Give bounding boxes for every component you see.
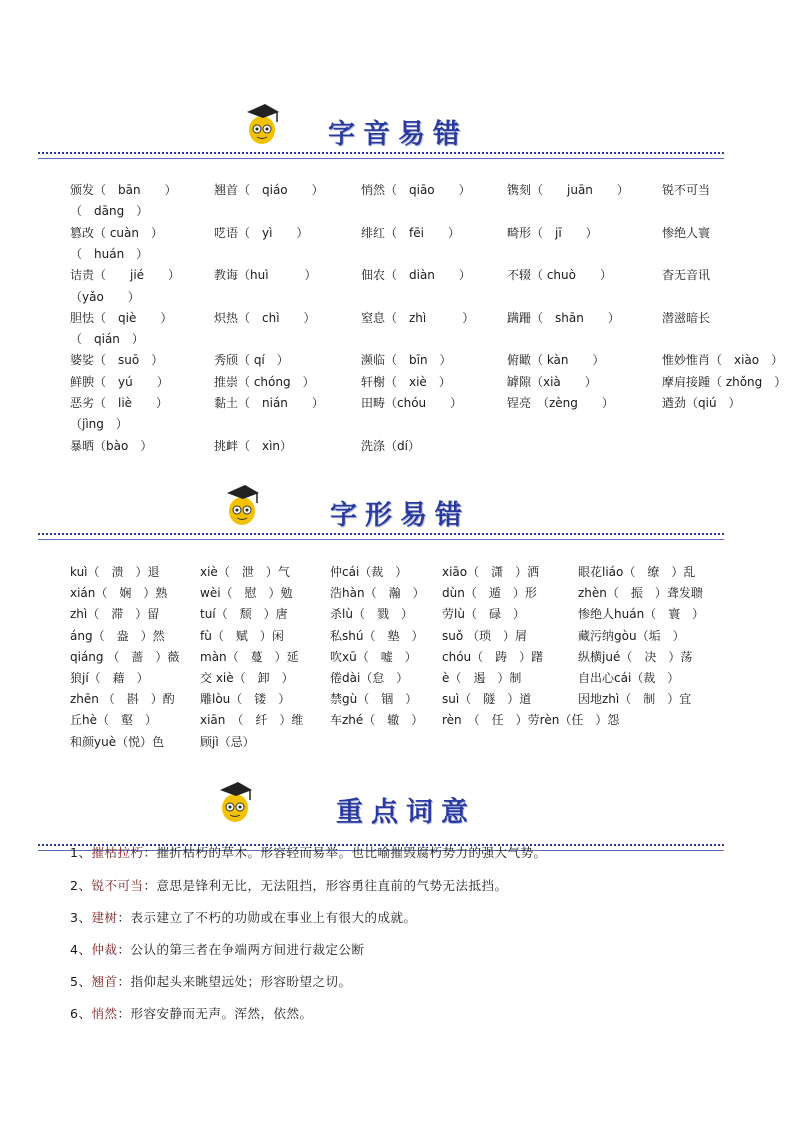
- entry-item: 不辍（ chuò ）: [507, 268, 612, 283]
- section-title: 字形易错: [330, 500, 470, 531]
- entry-item: 因地zhì（ 制 ）宜: [578, 692, 692, 707]
- mascot-icon: [243, 100, 281, 146]
- definition-item: 1、摧枯拉朽：摧折枯朽的草木。形容轻而易举。也比喻摧毁腐朽势力的强大气势。: [70, 845, 547, 860]
- entry-item: qiáng （ 蔷 ）薇: [70, 649, 180, 664]
- entry-item: chóu（ 踌 ）躇: [442, 649, 544, 664]
- entry-item: 炽热（ chì ）: [214, 310, 316, 325]
- entry-item: 惨绝人寰: [662, 225, 711, 240]
- entry-item: 藏污纳gòu（垢 ）: [578, 628, 685, 643]
- entry-item: 篡改（ cuàn ）: [70, 225, 163, 240]
- entry-item: suǒ （琐 ）屑: [442, 628, 528, 643]
- entry-item: 杀lù（ 戮 ）: [330, 607, 413, 622]
- entry-item: 洗涤（dí）: [361, 438, 420, 453]
- entry-item: 交 xiè（ 卸 ）: [200, 671, 294, 685]
- section-title: 重点词意: [336, 797, 476, 828]
- definition-item: 4、仲裁：公认的第三者在争端两方间进行裁定公断: [70, 942, 365, 957]
- entry-item: xián（ 娴 ）熟: [70, 586, 168, 601]
- section-header-pronunciation: [38, 100, 724, 160]
- entry-item: 锃亮 （zèng ）: [507, 396, 614, 410]
- entry-item: 遒劲（qiú ）: [662, 396, 741, 410]
- entry-item: 禁gù（ 锢 ）: [330, 692, 418, 707]
- entry-item: fù（ 赋 ）闲: [200, 628, 284, 643]
- entry-item: 畸形（ jī ）: [507, 225, 598, 240]
- entry-item: 蹒跚（ shān ）: [507, 310, 620, 325]
- entry-item: （ qián ）: [70, 332, 144, 347]
- entry-item: màn（ 蔓 ）延: [200, 649, 299, 664]
- entry-item: 佃农（ diàn ）: [361, 268, 471, 283]
- entry-item: zhèn（ 振 ）聋发聩: [578, 586, 703, 601]
- entry-item: 仲cái（裁 ）: [330, 565, 408, 579]
- mascot-icon: [223, 481, 261, 527]
- entry-item: xiān （ 纤 ）维: [200, 713, 304, 728]
- entry-item: 私shú（ 塾 ）: [330, 628, 424, 643]
- entry-item: 诘责（ jié ）: [70, 268, 181, 283]
- entry-item: 黏土（ nián ）: [214, 396, 324, 410]
- definition-item: 6、悄然：形容安静而无声。浑然，依然。: [70, 1006, 313, 1021]
- entry-item: 雕lòu（ 镂 ）: [200, 692, 291, 707]
- entry-item: xiāo（ 潇 ）洒: [442, 565, 540, 579]
- entry-item: áng（ 盎 ）然: [70, 628, 165, 643]
- entry-item: 鲜腴（ yú ）: [70, 374, 169, 389]
- entry-item: 田畴（chóu ）: [361, 396, 463, 410]
- entry-item: 自出心cái（裁 ）: [578, 671, 680, 685]
- entry-item: xiè（ 泄 ）气: [200, 565, 290, 579]
- entry-item: 秀颀（ qí ）: [214, 353, 289, 368]
- entry-item: 俯瞰（ kàn ）: [507, 353, 605, 368]
- definition-item: 5、翘首：指仰起头来眺望远处；形容盼望之切。: [70, 974, 352, 989]
- entry-item: 暴晒（bào ）: [70, 438, 153, 453]
- section-header-glyph: [38, 481, 724, 541]
- definition-item: 3、建树：表示建立了不朽的功勋或在事业上有很大的成就。: [70, 910, 417, 925]
- entry-item: 吹xū（ 嘘 ）: [330, 649, 417, 664]
- entry-item: 摩肩接踵（ zhǒng ）: [662, 374, 787, 389]
- entry-item: 翘首（ qiáo ）: [214, 183, 324, 197]
- entry-item: 挑衅（ xìn）: [214, 438, 293, 453]
- entry-item: 纵横jué（ 决 ）荡: [578, 649, 693, 664]
- entry-item: wèi（ 慰 ）勉: [200, 586, 293, 601]
- entry-item: 教诲（huì ）: [214, 268, 317, 283]
- entry-item: 呓语（ yì ）: [214, 225, 309, 240]
- section-header-definitions: [38, 778, 724, 838]
- entry-item: （yǎo ）: [70, 289, 140, 304]
- entry-item: 濒临（ bīn ）: [361, 353, 452, 368]
- entry-item: （ dāng ）: [70, 204, 149, 219]
- entry-item: 推崇（ chóng ）: [214, 374, 315, 389]
- section-title: 字音易错: [328, 119, 468, 150]
- entry-item: 劳lù（ 碌 ）: [442, 607, 525, 622]
- entry-item: 窒息（ zhì ）: [361, 310, 475, 325]
- entry-item: suì（ 隧 ）道: [442, 692, 532, 707]
- entry-item: 潜滋暗长: [662, 310, 711, 325]
- entry-item: 浩hàn（ 瀚 ）: [330, 586, 425, 601]
- entry-item: 婆娑（ suō ）: [70, 353, 164, 368]
- entry-item: 顾jì（忌）: [200, 734, 255, 749]
- entry-item: 恶劣（ liè ）: [70, 396, 169, 410]
- definition-item: 2、锐不可当：意思是锋利无比，无法阻挡，形容勇往直前的气势无法抵挡。: [70, 878, 508, 893]
- entry-item: 丘hè（ 壑 ）: [70, 713, 157, 728]
- entry-item: 悄然（ qiāo ）: [361, 183, 471, 197]
- entry-item: dùn（ 遁 ）形: [442, 586, 537, 601]
- entry-item: rèn （ 任 ）劳rèn（任 ）怨: [442, 713, 620, 728]
- entry-item: è（ 遏 ）制: [442, 671, 522, 685]
- entry-item: 胆怯（ qiè ）: [70, 310, 173, 325]
- entry-item: 罅隙（xià ）: [507, 374, 597, 389]
- entry-item: 倦dài（怠 ）: [330, 671, 409, 685]
- entry-item: 镌刻（ juān ）: [507, 183, 629, 197]
- entry-item: 狼jí（ 藉 ）: [70, 671, 149, 685]
- mascot-icon: [216, 778, 254, 824]
- entry-item: tuí（ 颓 ）唐: [200, 607, 288, 622]
- entry-item: kuì（ 溃 ）退: [70, 565, 160, 579]
- entry-item: （ huán ）: [70, 246, 149, 261]
- entry-item: 和颜yuè（悦）色: [70, 734, 165, 749]
- entry-item: 轩榭（ xiè ）: [361, 374, 451, 389]
- entry-item: 惟妙惟肖（ xiào ）: [662, 353, 784, 368]
- entry-item: 锐不可当: [662, 183, 711, 197]
- entry-item: zhì（ 滞 ）留: [70, 607, 160, 622]
- entry-item: 惨绝人huán（ 寰 ）: [578, 607, 705, 622]
- entry-item: 车zhé（ 辙 ）: [330, 713, 424, 728]
- entry-item: zhēn （ 斟 ）酌: [70, 692, 175, 707]
- entry-item: 颁发（ bān ）: [70, 183, 177, 197]
- entry-item: 眼花liáo（ 缭 ）乱: [578, 565, 696, 579]
- entry-item: （jìng ）: [70, 417, 128, 432]
- entry-item: 绯红（ fēi ）: [361, 225, 460, 240]
- entry-item: 杳无音讯: [662, 268, 711, 283]
